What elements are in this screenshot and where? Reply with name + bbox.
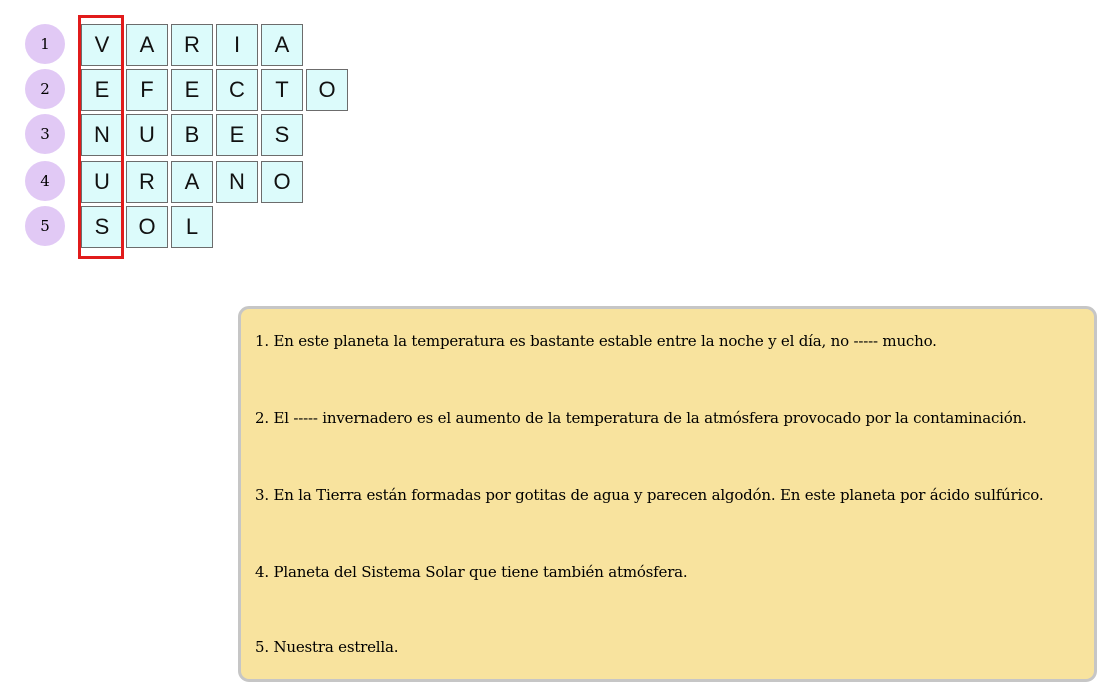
cell-r3-c1[interactable]: N bbox=[81, 114, 123, 156]
cell-r4-c1[interactable]: U bbox=[81, 161, 123, 203]
clue-5: 5. Nuestra estrella. bbox=[255, 638, 399, 656]
row-number-2: 2 bbox=[25, 69, 65, 109]
cell-r2-c6[interactable]: O bbox=[306, 69, 348, 111]
cell-r1-c4[interactable]: I bbox=[216, 24, 258, 66]
clue-4: 4. Planeta del Sistema Solar que tiene también atmósfera. bbox=[255, 563, 688, 581]
cell-r5-c1[interactable]: S bbox=[81, 206, 123, 248]
cell-r4-c5[interactable]: O bbox=[261, 161, 303, 203]
cell-r1-c5[interactable]: A bbox=[261, 24, 303, 66]
cell-r4-c4[interactable]: N bbox=[216, 161, 258, 203]
cell-r4-c2[interactable]: R bbox=[126, 161, 168, 203]
clue-2: 2. El ----- invernadero es el aumento de la temperatura de la atmósfera provocado por la contaminación. bbox=[255, 409, 1027, 427]
cell-r1-c1[interactable]: V bbox=[81, 24, 123, 66]
hidden-word-highlight bbox=[78, 15, 124, 259]
cell-r5-c2[interactable]: O bbox=[126, 206, 168, 248]
clue-1: 1. En este planeta la temperatura es bastante estable entre la noche y el día, no ----- mucho. bbox=[255, 332, 937, 350]
cell-r2-c5[interactable]: T bbox=[261, 69, 303, 111]
cell-r2-c2[interactable]: F bbox=[126, 69, 168, 111]
cell-r3-c3[interactable]: B bbox=[171, 114, 213, 156]
cell-r2-c3[interactable]: E bbox=[171, 69, 213, 111]
cell-r1-c3[interactable]: R bbox=[171, 24, 213, 66]
cell-r5-c3[interactable]: L bbox=[171, 206, 213, 248]
cell-r4-c3[interactable]: A bbox=[171, 161, 213, 203]
row-number-1: 1 bbox=[25, 24, 65, 64]
cell-r3-c2[interactable]: U bbox=[126, 114, 168, 156]
cell-r3-c4[interactable]: E bbox=[216, 114, 258, 156]
cell-r2-c1[interactable]: E bbox=[81, 69, 123, 111]
cell-r2-c4[interactable]: C bbox=[216, 69, 258, 111]
row-number-5: 5 bbox=[25, 206, 65, 246]
clue-3: 3. En la Tierra están formadas por gotitas de agua y parecen algodón. En este planeta por ácido sulfúrico. bbox=[255, 486, 1044, 504]
clues-panel bbox=[238, 306, 1097, 682]
row-number-3: 3 bbox=[25, 114, 65, 154]
row-number-4: 4 bbox=[25, 161, 65, 201]
cell-r3-c5[interactable]: S bbox=[261, 114, 303, 156]
cell-r1-c2[interactable]: A bbox=[126, 24, 168, 66]
